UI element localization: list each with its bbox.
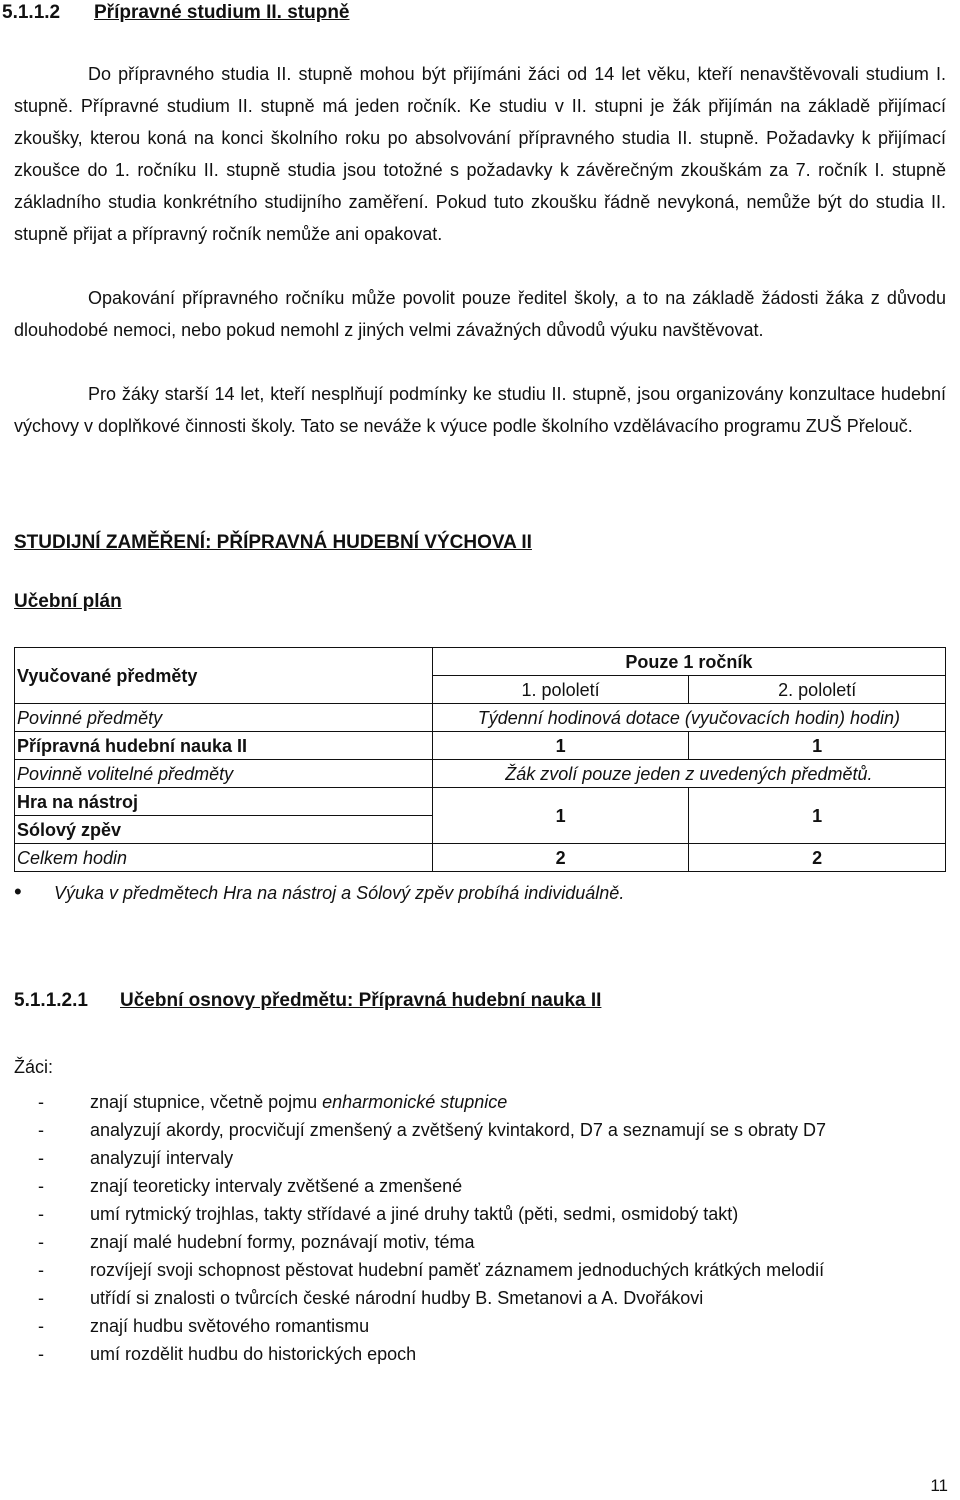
list-item [14,1256,826,1284]
list-item-text: umí rytmický trojhlas, takty střídavé a jiné druhy taktů (pěti, sedmi, osmidobý takt) [90,1204,739,1224]
list-item [14,1172,826,1200]
list-item-text: znají stupnice, včetně pojmu [90,1092,323,1112]
dash-icon: - [38,1232,44,1252]
list-item-text: znají hudbu světového romantismu [90,1316,370,1336]
bullet-icon: • [14,879,22,904]
list-item-text: utřídí si znalosti o tvůrcích české národní hudby B. Smetanovi a A. Dvořákovi [90,1288,704,1308]
dash-icon: - [38,1288,44,1308]
subject-hours-sem1: 1 [432,732,689,760]
list-item-text: analyzují intervaly [90,1148,234,1168]
section-number: 5.1.1.2 [2,2,61,23]
paragraph-consultations: Pro žáky starší 14 let, kteří nesplňují podmínky ke studiu II. stupně, jsou organizovány konzultace hudební výchovy v doplňkové činnosti školy. Tato se neváže k výuce podle školního vzdělávacího programu ZUŠ Přelouč. [14,384,946,436]
subsection-heading [14,990,601,1012]
curriculum-table [14,647,946,872]
learning-goals-list [14,1088,826,1368]
dash-icon: - [38,1092,44,1112]
table-row [15,704,946,732]
list-item [14,1228,826,1256]
paragraph-admission: Do přípravného studia II. stupně mohou být přijímáni žáci od 14 let věku, kteří nenavštěvovali studium I. stupně. Přípravné studium II. stupně má jeden ročník. Ke studiu v II. stupni je žák přijímán na základě přijímací zkoušky, kterou koná na konci školního roku po absolvování přípravného studia II. stupně. Požadavky k přijímací zkoušce do 1. ročníku II. stupně studia jsou totožné s požadavky k závěrečným zkouškám za 7. ročník I. stupně základního studia konkrétního studijního zaměření. Pokud tuto zkoušku řádně nevykoná, nemůže být do studia II. stupně přijat a přípravný ročník nemůže ani opakovat. [14,64,946,244]
list-item-text: znají teoreticky intervaly zvětšené a zmenšené [90,1176,463,1196]
list-item [14,1200,826,1228]
note-text: Výuka v předmětech Hra na nástroj a Sólový zpěv probíhá individuálně. [54,883,625,903]
subsection-number: 5.1.1.2.1 [14,990,88,1011]
elective-subjects-label: Povinně volitelné předměty [15,760,433,788]
list-item [14,1340,826,1368]
elective-subject-instrument: Hra na nástroj [15,788,433,816]
subject-hours-sem2: 1 [689,732,946,760]
list-item [14,1144,826,1172]
dash-icon: - [38,1260,44,1280]
list-item [14,1284,826,1312]
list-item [14,1312,826,1340]
table-row [15,760,946,788]
section-title: Přípravné studium II. stupně [94,2,350,23]
table-row [15,732,946,760]
elective-note: Žák zvolí pouze jeden z uvedených předmětů. [432,760,945,788]
dash-icon: - [38,1344,44,1364]
elective-hours-sem2: 1 [689,788,946,844]
list-item-text: analyzují akordy, procvičují zmenšený a zvětšený kvintakord, D7 a seznamují se s obraty D7 [90,1120,826,1140]
paragraph-repetition: Opakování přípravného ročníku může povolit pouze ředitel školy, a to na základě žádosti žáka z důvodu dlouhodobé nemoci, nebo pokud nemohl z jiných velmi závažných důvodů výuku navštěvovat. [14,288,946,340]
section-heading [2,2,350,24]
year-header: Pouze 1 ročník [432,648,945,676]
subsection-title: Učební osnovy předmětu: Přípravná hudební nauka II [120,990,602,1011]
curriculum-plan-heading: Učební plán [14,591,122,612]
table-row [15,648,946,676]
page-number: 11 [930,1476,948,1495]
pupils-label: Žáci: [14,1057,54,1077]
individual-lessons-note [14,879,624,905]
dash-icon: - [38,1204,44,1224]
list-item-text: umí rozdělit hudbu do historických epoch [90,1344,417,1364]
mandatory-subjects-label: Povinné předměty [15,704,433,732]
semester-1-header: 1. pololetí [432,676,689,704]
list-item-emphasis: enharmonické stupnice [322,1092,508,1112]
elective-hours-sem1: 1 [432,788,689,844]
study-focus-heading: STUDIJNÍ ZAMĚŘENÍ: PŘÍPRAVNÁ HUDEBNÍ VÝCHOVA II [14,532,532,553]
table-row [15,788,946,816]
list-item [14,1116,826,1144]
total-hours-sem2: 2 [689,844,946,872]
subject-name: Přípravná hudební nauka II [15,732,433,760]
elective-subject-singing: Sólový zpěv [15,816,433,844]
total-hours-sem1: 2 [432,844,689,872]
dash-icon: - [38,1120,44,1140]
weekly-hours-note: Týdenní hodinová dotace (vyučovacích hodin) hodin) [432,704,945,732]
list-item [14,1088,826,1116]
subjects-header: Vyučované předměty [15,648,433,704]
dash-icon: - [38,1316,44,1336]
dash-icon: - [38,1148,44,1168]
semester-2-header: 2. pololetí [689,676,946,704]
list-item-text: rozvíjejí svoji schopnost pěstovat hudební paměť záznamem jednoduchých krátkých melodií [90,1260,825,1280]
dash-icon: - [38,1176,44,1196]
list-item-text: znají malé hudební formy, poznávají motiv, téma [90,1232,475,1252]
total-hours-label: Celkem hodin [15,844,433,872]
table-row [15,844,946,872]
